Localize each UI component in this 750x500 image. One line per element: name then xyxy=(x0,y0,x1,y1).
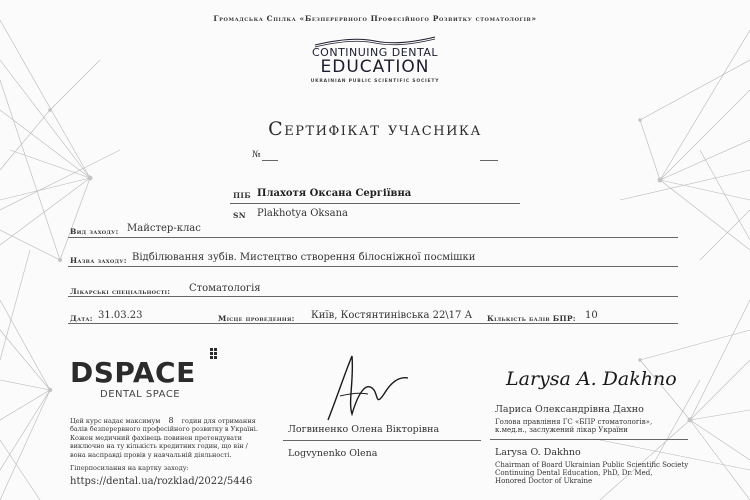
signer1-name-ua: Логвиненко Олена Вікторівна xyxy=(288,424,440,435)
signature-2: Larysa A. Dakhno xyxy=(506,368,677,390)
specialty-label: Лікарські спеціальності: xyxy=(70,287,171,296)
signer2-name-en: Larysa O. Dakhno xyxy=(495,447,581,458)
signer2-title-ua-2: к.мед.н., заслужений лікар України xyxy=(495,426,628,434)
link-label: Гіперпосилання на картку заходу: xyxy=(70,464,189,472)
partner-logo-sub: DENTAL SPACE xyxy=(100,389,181,400)
specialty-value: Стоматологія xyxy=(189,283,261,294)
signer2-title-en-2: Continuing Dental Education, PhD, Dr. Med, xyxy=(495,469,653,477)
signer1-name-en: Logvynenko Olena xyxy=(288,448,378,459)
pib-underline xyxy=(230,203,520,204)
signer2-underline xyxy=(490,439,688,440)
number-label: № xyxy=(252,150,261,160)
sn-label: SN xyxy=(233,211,246,220)
specialty-underline xyxy=(68,296,678,297)
course-hours: 8 xyxy=(168,416,174,425)
date-value: 31.03.23 xyxy=(98,310,143,321)
logo-line1: CONTINUING DENTAL xyxy=(312,46,438,59)
location-label: Місце проведення: xyxy=(218,314,295,323)
logo-line2: EDUCATION xyxy=(320,57,430,77)
event-type-underline xyxy=(68,237,678,238)
number-underline-left xyxy=(262,160,278,161)
details-underline xyxy=(68,323,678,324)
signer2-title-ua-1: Голова правління ГС «БПР стоматологів», xyxy=(495,418,653,426)
signer2-title-en-1: Chairman of Board Ukrainian Public Scientific Society xyxy=(495,461,689,469)
event-name-value: Відбілювання зубів. Мистецтво створення білосніжної посмішки xyxy=(132,252,476,263)
points-value: 10 xyxy=(585,310,598,321)
signer1-underline xyxy=(283,440,481,441)
event-name-underline xyxy=(68,266,678,267)
location-value: Київ, Костянтинівська 22\17 А xyxy=(311,310,473,321)
event-type-label: Вид заходу: xyxy=(70,227,119,236)
course-note: Цей курс надає максимум 8 годин для отримання балів безперервного професійного розвитку в Україні. Кожен медичний фахівець повинен претендувати виключно на ту кількість кредитних годин, що він / вона насправді провів у навчальній діяльності. xyxy=(70,416,258,459)
signature-1-icon xyxy=(318,350,428,428)
certificate-title: Сертифікат учасника xyxy=(268,118,482,140)
partner-logo-brand: DSPACE xyxy=(70,356,196,389)
event-type-value: Майстер-клас xyxy=(127,223,201,234)
signer2-name-ua: Лариса Олександрівна Дахно xyxy=(495,404,644,415)
number-underline-right xyxy=(480,160,498,161)
date-label: Дата: xyxy=(70,314,93,323)
signer2-title-en-3: Honored Doctor of Ukraine xyxy=(495,477,593,485)
points-label: Кількість балів БПР: xyxy=(487,314,576,323)
event-name-label: Назва заходу: xyxy=(70,256,127,265)
logo-line3: UKRAINIAN PUBLIC SCIENTIFIC SOCIETY xyxy=(310,79,440,84)
participant-name-en: Plakhotya Oksana xyxy=(257,208,348,219)
pib-label: ПІБ xyxy=(233,191,251,200)
organization-name: Громадська Спілка «Безперервного Професійного Розвитку стоматологів» xyxy=(213,14,537,23)
participant-name-ua: Плахотя Оксана Сергіївна xyxy=(257,188,412,199)
event-link[interactable]: https://dental.ua/rozklad/2022/5446 xyxy=(70,476,253,487)
